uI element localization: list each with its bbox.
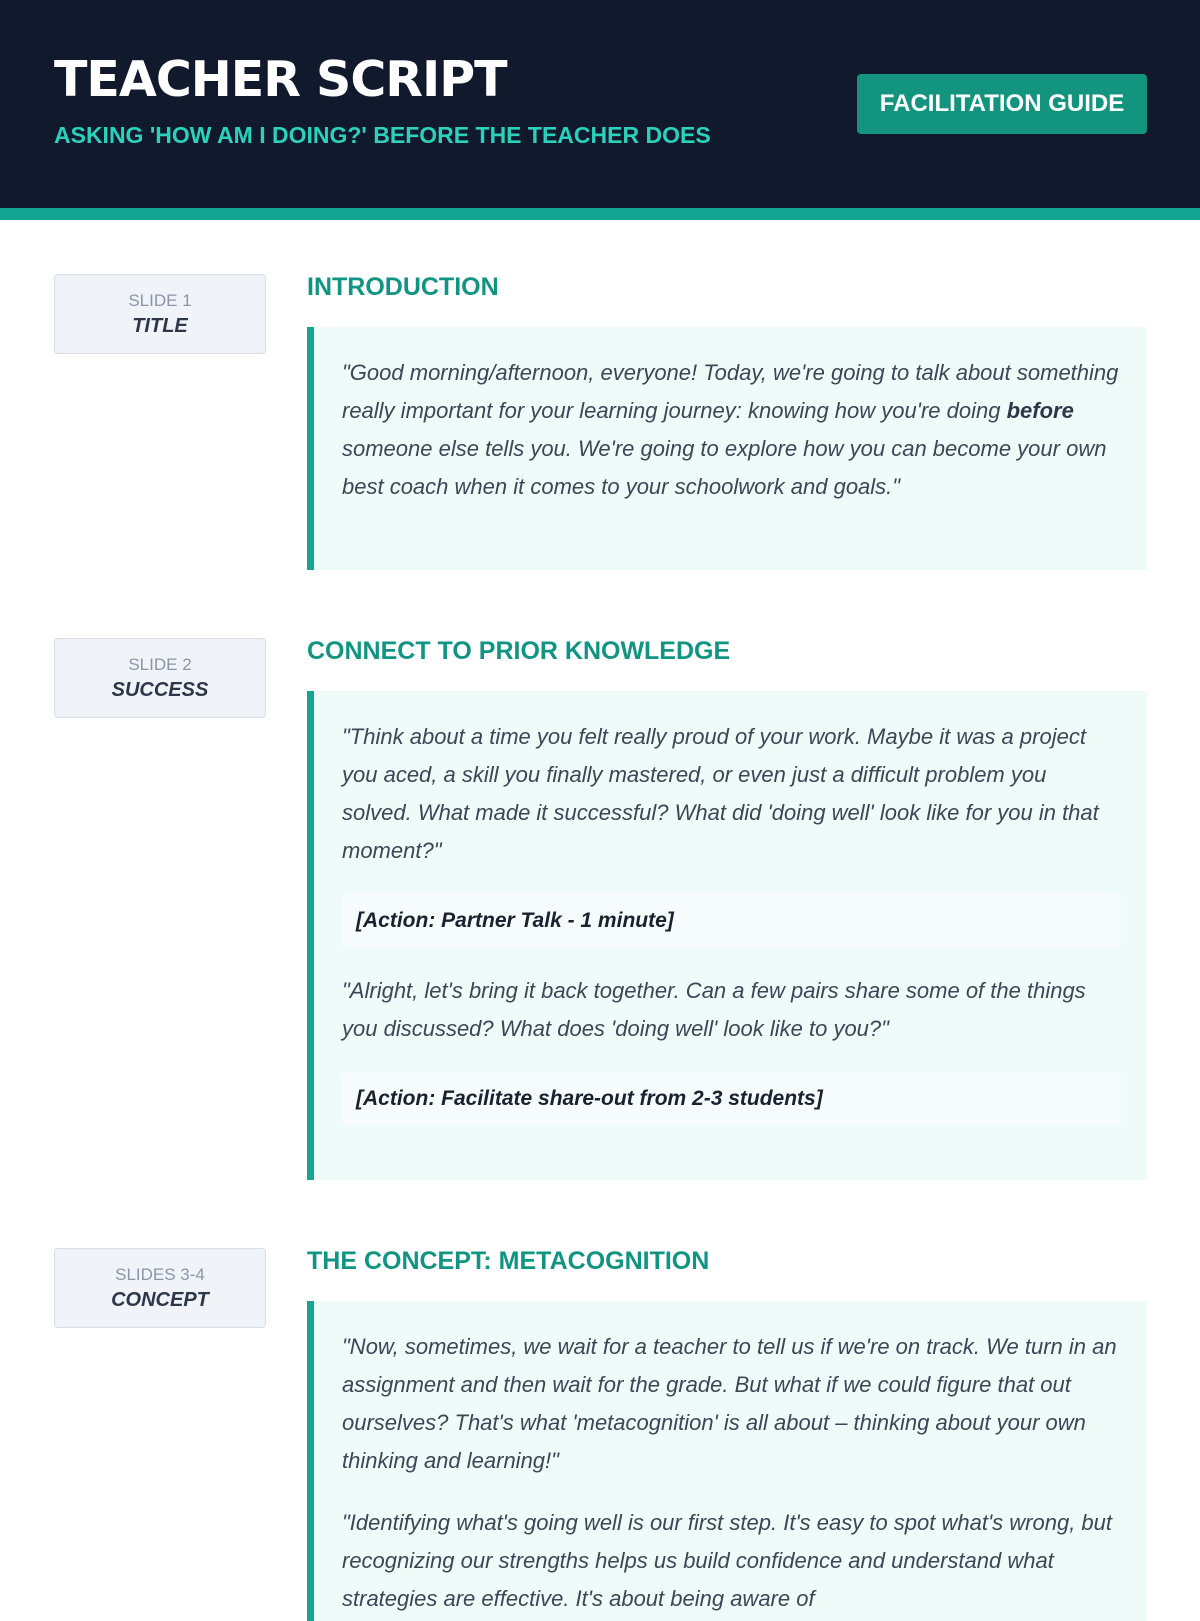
script-paragraph: "Think about a time you felt really proud of your work. Maybe it was a project you aced, a skill you finally mastered, or even just a difficult problem you solved. What made it successful? What did 'doing well' look like for you in that moment?" bbox=[342, 724, 1099, 863]
script-paragraph: "Identifying what's going well is our first step. It's easy to spot what's wrong, but recognizing our strengths helps us build confidence and understand what strategies are effective. It's about being aware of bbox=[342, 1510, 1112, 1611]
facilitation-guide-button[interactable]: FACILITATION GUIDE bbox=[857, 74, 1147, 134]
action-callout: [Action: Facilitate share-out from 2-3 students] bbox=[342, 1072, 1121, 1126]
page-header bbox=[0, 0, 1200, 220]
script-card-prior-knowledge bbox=[307, 691, 1147, 1180]
slide-number: SLIDES 3-4 bbox=[115, 1265, 205, 1284]
script-card-introduction bbox=[307, 327, 1147, 570]
section-heading-prior-knowledge: CONNECT TO PRIOR KNOWLEDGE bbox=[307, 637, 731, 665]
slide-label: TITLE bbox=[132, 315, 188, 337]
slide-number: SLIDE 1 bbox=[128, 291, 192, 310]
script-card-metacognition bbox=[307, 1301, 1147, 1621]
slide-badge-1 bbox=[54, 274, 266, 354]
section-heading-metacognition: THE CONCEPT: METACOGNITION bbox=[307, 1247, 710, 1275]
slide-badge-3 bbox=[54, 1248, 266, 1328]
action-callout: [Action: Partner Talk - 1 minute] bbox=[342, 894, 1121, 948]
slide-number: SLIDE 2 bbox=[128, 655, 192, 674]
page-subtitle: ASKING 'HOW AM I DOING?' BEFORE THE TEACHER DOES bbox=[54, 122, 711, 148]
script-paragraph: "Good morning/afternoon, everyone! Today, we're going to talk about something really important for your learning journey: knowing how you're doing before someone else tells you. We're going to explore how you can become your own best coach when it comes to your schoolwork and goals." bbox=[342, 360, 1119, 499]
script-paragraph: "Alright, let's bring it back together. Can a few pairs share some of the things you discussed? What does 'doing well' look like to you?" bbox=[342, 978, 1086, 1041]
slide-badge-2 bbox=[54, 638, 266, 718]
slide-label: CONCEPT bbox=[111, 1289, 209, 1311]
slide-label: SUCCESS bbox=[111, 679, 209, 701]
script-paragraph: "Now, sometimes, we wait for a teacher to tell us if we're on track. We turn in an assignment and then wait for the grade. But what if we could figure that out ourselves? That's what 'metacognition' is all about – thinking about your own thinking and learning!" bbox=[342, 1334, 1117, 1473]
page-title: TEACHER SCRIPT bbox=[54, 51, 507, 108]
section-heading-introduction: INTRODUCTION bbox=[307, 273, 499, 301]
